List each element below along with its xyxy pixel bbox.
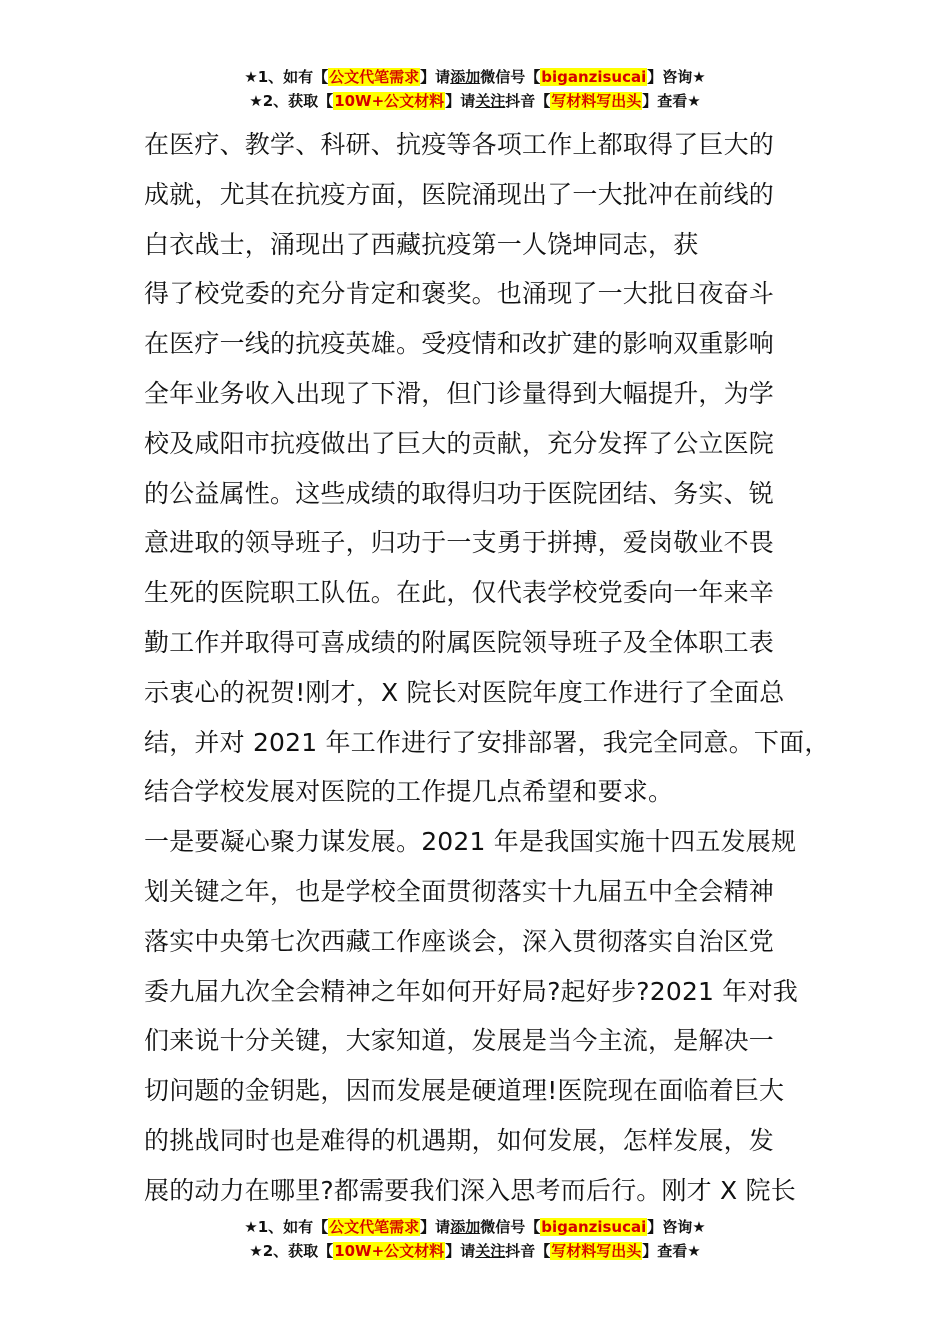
- banner-text: 】查看★: [642, 1242, 701, 1260]
- underline-follow: 关注: [475, 92, 506, 110]
- body-line: 得了校党委的充分肯定和褒奖。也涌现了一大批日夜奋斗: [144, 279, 775, 309]
- banner-text: 】咨询★: [647, 1218, 706, 1236]
- highlight-service: 公文代笔需求: [329, 68, 420, 86]
- banner-text: ★2、获取【: [249, 92, 334, 110]
- banner-text: 】请: [445, 1242, 476, 1260]
- banner-text: ★1、如有【: [244, 68, 329, 86]
- body-line: 落实中央第七次西藏工作座谈会，深入贯彻落实自治区党: [144, 926, 775, 956]
- body-line: 切问题的金钥匙，因而发展是硬道理!医院现在面临着巨大: [144, 1076, 785, 1106]
- body-line: 展的动力在哪里?都需要我们深入思考而后行。刚才 X 院长: [144, 1175, 796, 1205]
- body-line: 全年业务收入出现了下滑，但门诊量得到大幅提升，为学: [144, 378, 775, 408]
- body-line: 意进取的领导班子，归功于一支勇于拼搏，爱岗敬业不畏: [144, 528, 775, 558]
- body-line: 校及咸阳市抗疫做出了巨大的贡献，充分发挥了公立医院: [144, 428, 775, 458]
- body-line: 委九届九次全会精神之年如何开好局?起好步?2021 年对我: [144, 976, 798, 1006]
- underline-add: 添加: [450, 68, 481, 86]
- banner-line-2: [0, 90, 950, 114]
- body-line: 白衣战士，涌现出了西藏抗疫第一人饶坤同志，获: [144, 229, 699, 259]
- highlight-materials: 10W+公文材料: [334, 92, 445, 110]
- highlight-materials: 10W+公文材料: [334, 1242, 445, 1260]
- banner-line-1: [0, 1216, 950, 1240]
- highlight-service: 公文代笔需求: [329, 1218, 420, 1236]
- body-line: 结合学校发展对医院的工作提几点希望和要求。: [144, 777, 674, 807]
- highlight-wechat-id: biganzisucai: [541, 68, 647, 86]
- body-line: 成就，尤其在抗疫方面，医院涌现出了一大批冲在前线的: [144, 179, 775, 209]
- banner-text: ★1、如有【: [244, 1218, 329, 1236]
- banner-text: 微信号【: [480, 68, 541, 86]
- body-line: 们来说十分关键，大家知道，发展是当今主流，是解决一: [144, 1026, 775, 1056]
- body-line: 的公益属性。这些成绩的取得归功于医院团结、务实、锐: [144, 478, 775, 508]
- body-line: 勤工作并取得可喜成绩的附属医院领导班子及全体职工表: [144, 627, 775, 657]
- banner-text: 抖音【: [505, 1242, 551, 1260]
- banner-text: 微信号【: [480, 1218, 541, 1236]
- header-banner: [0, 66, 950, 114]
- body-line: 生死的医院职工队伍。在此，仅代表学校党委向一年来辛: [144, 578, 775, 608]
- body-line: 划关键之年，也是学校全面贯彻落实十九届五中全会精神: [144, 876, 775, 906]
- banner-text: 】请: [420, 1218, 451, 1236]
- footer-banner: [0, 1216, 950, 1264]
- document-body: [144, 120, 844, 1216]
- body-line: 在医疗、教学、科研、抗疫等各项工作上都取得了巨大的: [144, 130, 775, 159]
- banner-line-2: [0, 1240, 950, 1264]
- banner-text: 】咨询★: [647, 68, 706, 86]
- banner-text: ★2、获取【: [249, 1242, 334, 1260]
- banner-text: 】查看★: [642, 92, 701, 110]
- banner-text: 】请: [420, 68, 451, 86]
- underline-follow: 关注: [475, 1242, 506, 1260]
- body-line: 在医疗一线的抗疫英雄。受疫情和改扩建的影响双重影响: [144, 329, 775, 359]
- body-line: 结，并对 2021 年工作进行了安排部署，我完全同意。下面，: [144, 727, 830, 757]
- highlight-douyin: 写材料写出头: [551, 92, 642, 110]
- body-line: 的挑战同时也是难得的机遇期，如何发展，怎样发展，发: [144, 1125, 775, 1155]
- body-line: 一是要凝心聚力谋发展。2021 年是我国实施十四五发展规: [144, 827, 797, 857]
- banner-line-1: [0, 66, 950, 90]
- body-line: 示衷心的祝贺!刚才，X 院长对医院年度工作进行了全面总: [144, 677, 785, 707]
- underline-add: 添加: [450, 1218, 481, 1236]
- highlight-douyin: 写材料写出头: [551, 1242, 642, 1260]
- highlight-wechat-id: biganzisucai: [541, 1218, 647, 1236]
- banner-text: 抖音【: [505, 92, 551, 110]
- banner-text: 】请: [445, 92, 476, 110]
